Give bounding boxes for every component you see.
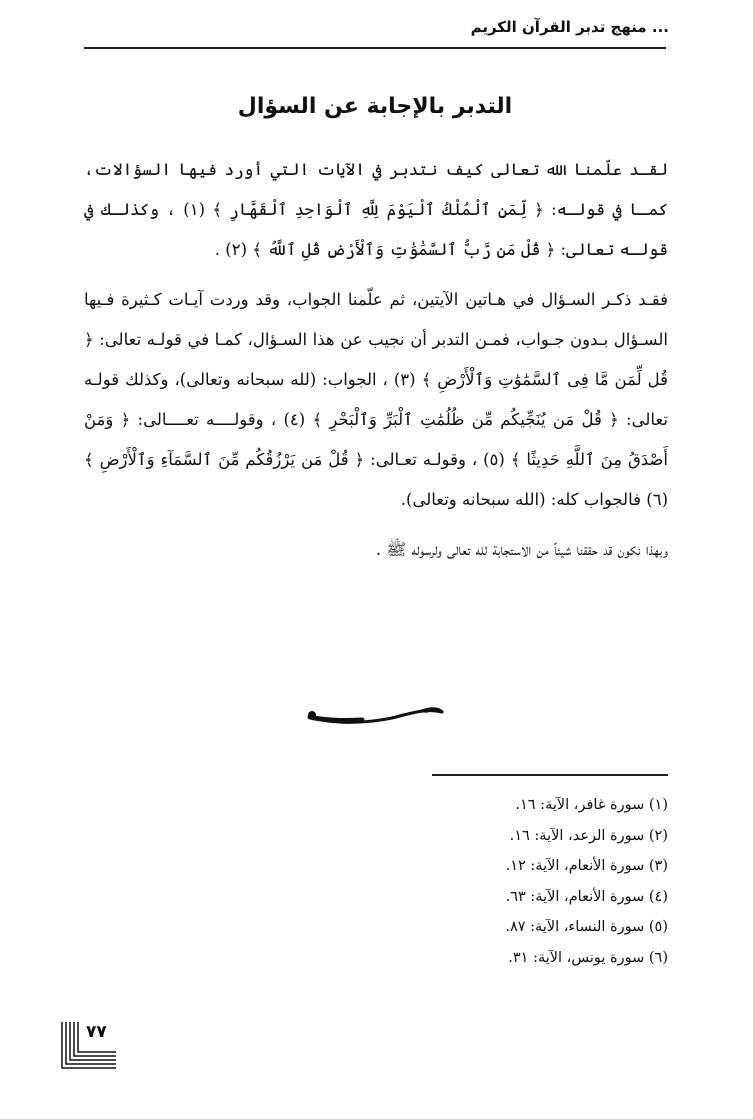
footnote: (٤) سورة الأنعام، الآية: ٦٣. <box>505 888 668 905</box>
footnote: (٥) سورة النساء، الآية: ٨٧. <box>505 919 668 935</box>
footnote: (٣) سورة الأنعام، الآية: ١٢. <box>505 858 668 874</box>
section-title: التدبر بالإجابة عن السؤال <box>237 94 513 119</box>
footnote-rule <box>432 774 668 776</box>
separator-ornament <box>302 700 452 730</box>
paragraph: وبهذا نكون قد حققنا شيئاً من الاستجابة لله تعالى ولرسوله ﷺ . <box>375 540 668 559</box>
running-head: ... منهج تدبر القرآن الكريم <box>470 18 669 36</box>
paragraph: لقـد علّمنا الله تعالى كيف نتدبر في الآيات التي أورد فيها السؤالات، كمـا في قولـه: ﴿ لِّمَنِ ٱلْمُلْكُ ٱلْيَوْمَ لِلَّهِ ٱلْوَاحِدِ ٱلْقَهَّارِ ﴾ (١) ، وكذلـك في قولـه تعالى: ﴿ قُلْ مَن رَّبُّ ٱلسَّمَٰوَٰتِ وَٱلْأَرْضِ قُلِ ٱللَّهُ ﴾ (٢) . <box>84 160 668 259</box>
body-text <box>84 150 668 580</box>
footnote: (٦) سورة يونس، الآية: ٣١. <box>508 949 668 966</box>
footnotes <box>368 790 668 973</box>
header-rule <box>84 47 666 49</box>
page-number: ٧٧ <box>86 1022 107 1042</box>
paragraph: فقـد ذكـر السـؤال في هـاتين الآيتين، ثم علّمنا الجواب، وقد وردت آيـات كـثيرة فـيها السـؤال بـدون جـواب، فمـن التدبر أن نجيب عن هذا السـؤال، كمـا في قولـه تعالى: ﴿ قُل لِّمَن مَّا فِى ٱلسَّمَٰوَٰتِ وَٱلْأَرْضِ ﴾ (٣) ، الجواب: (لله سبحانه وتعالى)، وكذلك قولـه تعالى: ﴿ قُلْ مَن يُنَجِّيكُم مِّن ظُلُمَٰتِ ٱلْبَرِّ وَٱلْبَحْرِ ﴾ (٤) ، وقولــــه تعــــالى: ﴿ وَمَنْ أَصْدَقُ مِنَ ٱللَّهِ حَدِيثًا ﴾ (٥) ، وقولـه تعـالى: ﴿ قُلْ مَن يَرْزُقُكُم مِّنَ ٱلسَّمَآءِ وَٱلْأَرْضِ ﴾ (٦) فالجواب كله: (الله سبحانه وتعالى). <box>84 290 669 509</box>
footnote: (٢) سورة الرعد، الآية: ١٦. <box>509 827 668 844</box>
footnote: (١) سورة غافر، الآية: ١٦. <box>515 797 668 813</box>
